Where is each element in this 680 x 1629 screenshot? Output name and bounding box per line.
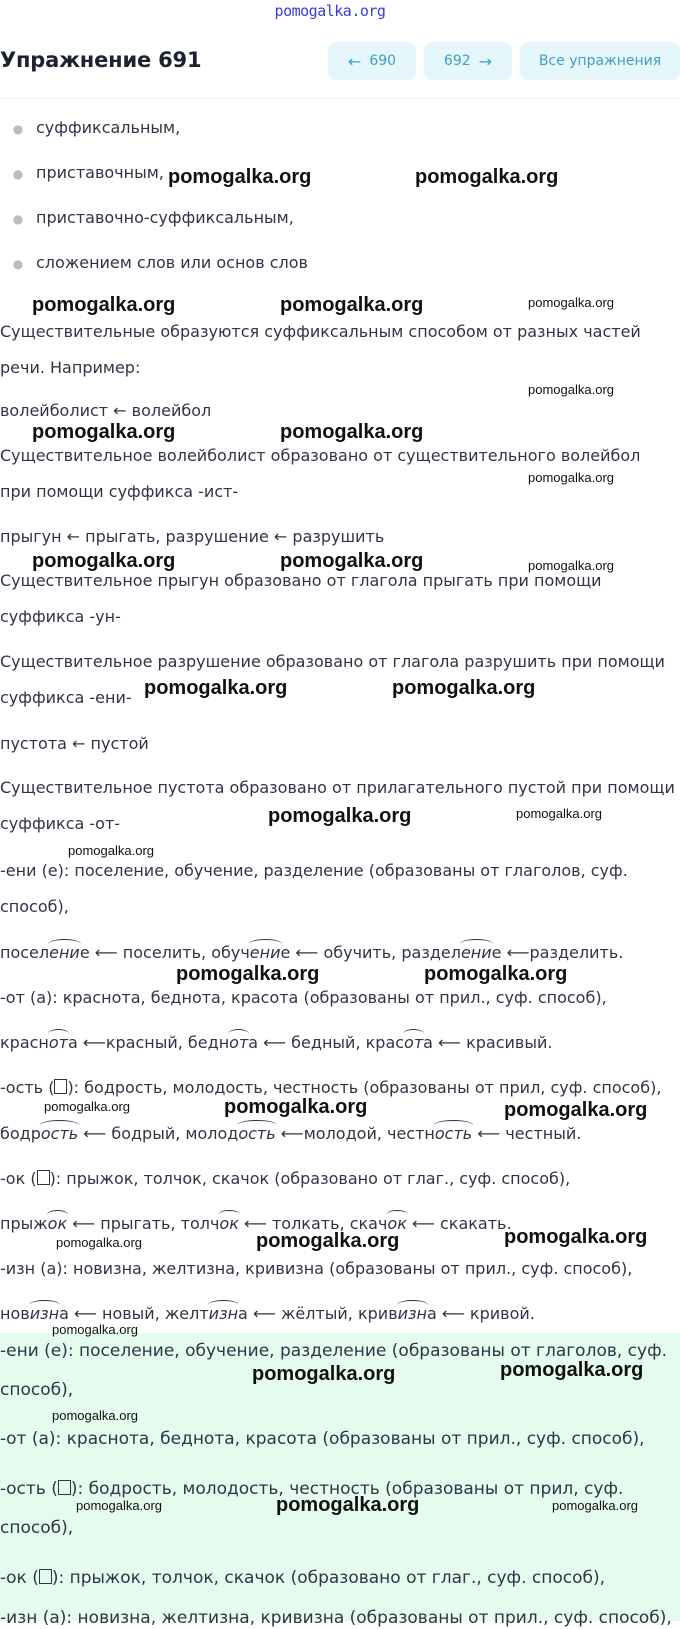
watermark: pomogalka.org — [415, 166, 559, 188]
null-ending-box-icon — [39, 1569, 52, 1584]
answer-line: -изн (а): новизна, желтизна, кривизна (образованы от прил., суф. способ), — [0, 1608, 672, 1628]
watermark: pomogalka.org — [528, 295, 614, 310]
answer-line: способ), — [0, 1518, 74, 1538]
next-exercise-button[interactable] — [424, 42, 512, 80]
suffix-marker: изн — [208, 1304, 239, 1323]
watermark: pomogalka.org — [424, 963, 568, 985]
bullet-icon: ● — [12, 122, 24, 136]
watermark: pomogalka.org — [276, 1494, 420, 1516]
text-line: Существительное прыгун образовано от глагола прыгать при помощи — [0, 571, 602, 590]
watermark: pomogalka.org — [268, 805, 412, 827]
exercise-header — [0, 38, 680, 99]
suffix-marker: ени — [49, 943, 80, 962]
watermark: pomogalka.org — [528, 382, 614, 397]
site-logo[interactable]: pomogalka.org — [274, 2, 386, 20]
watermark: pomogalka.org — [68, 843, 154, 858]
answer-line: -ени (е): поселение, обучение, разделение (образованы от глаголов, суф. — [0, 1341, 668, 1361]
watermark: pomogalka.org — [52, 1322, 138, 1337]
suffix-marker: ок — [387, 1214, 407, 1233]
watermark: pomogalka.org — [32, 421, 176, 443]
suffix-marker: от — [48, 1033, 68, 1052]
suffix-marker: изн — [29, 1304, 60, 1323]
text-line: волейболист ← волейбол — [0, 401, 212, 420]
watermark: pomogalka.org — [280, 421, 424, 443]
suffix-marker: ость — [238, 1124, 276, 1143]
watermark: pomogalka.org — [32, 294, 176, 316]
list-item: ● суффиксальным, — [0, 118, 660, 163]
suffix-marker: ок — [47, 1214, 68, 1233]
list-item: ● сложением слов или основ слов — [0, 253, 660, 298]
watermark: pomogalka.org — [44, 1099, 130, 1114]
page-title: Упражнение 691 — [0, 48, 202, 72]
next-exercise-label: 692 — [443, 53, 471, 69]
null-ending-box-icon — [58, 1480, 71, 1495]
suffix-eni-heading-cont: способ), — [0, 897, 69, 916]
watermark: pomogalka.org — [528, 558, 614, 573]
text-line: суффикса -ени- — [0, 688, 132, 707]
bullet-icon: ● — [12, 257, 24, 271]
text-line: речи. Например: — [0, 358, 141, 377]
suffix-ot-heading: -от (а): краснота, беднота, красота (образованы от прил., суф. способ), — [0, 988, 607, 1007]
text-line: при помощи суффикса -ист- — [0, 482, 239, 501]
watermark: pomogalka.org — [516, 806, 602, 821]
suffix-izn-heading: -изн (а): новизна, желтизна, кривизна (образованы от прил., суф. способ), — [0, 1259, 633, 1278]
text-line: Существительное пустота образовано от прилагательного пустой при помощи — [0, 778, 675, 797]
prev-exercise-label: 690 — [369, 53, 397, 69]
suffix-izn-examples: новизна ⟵ новый, желтизна ⟵ жёлтый, кривизна ⟵ кривой. — [0, 1304, 535, 1323]
suffix-marker: изн — [397, 1304, 427, 1323]
answer-line: -ость ( ): бодрость, молодость, честность (образованы от прил, суф. — [0, 1479, 624, 1499]
suffix-marker: ость — [40, 1124, 79, 1143]
suffix-marker: ость — [434, 1124, 473, 1143]
text-line: Существительные образуются суффиксальным способом от разных частей — [0, 322, 641, 341]
watermark: pomogalka.org — [52, 1408, 138, 1423]
prev-exercise-button[interactable] — [328, 42, 416, 80]
watermark: pomogalka.org — [76, 1498, 162, 1513]
watermark: pomogalka.org — [280, 294, 424, 316]
suffix-ok-examples: прыжок ⟵ прыгать, толчок ⟵ толкать, скачок ⟵ скакать. — [0, 1214, 512, 1233]
suffix-ost-examples: бодрость ⟵ бодрый, молодость ⟵молодой, честность ⟵ честный. — [0, 1124, 582, 1143]
text-line: прыгун ← прыгать, разрушение ← разрушить — [0, 527, 385, 546]
all-exercises-label: Все упражнения — [538, 53, 662, 69]
watermark: pomogalka.org — [144, 677, 288, 699]
watermark: pomogalka.org — [256, 1230, 400, 1252]
null-ending-box-icon — [54, 1079, 67, 1094]
watermark: pomogalka.org — [56, 1235, 142, 1250]
arrow-right-icon: → — [478, 51, 493, 71]
watermark: pomogalka.org — [392, 677, 536, 699]
watermark: pomogalka.org — [224, 1096, 368, 1118]
text-line: суффикса -ун- — [0, 607, 121, 626]
all-exercises-button[interactable] — [520, 42, 680, 80]
watermark: pomogalka.org — [252, 1363, 396, 1385]
text-line: суффикса -от- — [0, 814, 121, 833]
suffix-ok-heading: -ок ( ): прыжок, толчок, скачок (образовано от глаг., суф. способ), — [0, 1169, 571, 1188]
answer-line: способ), — [0, 1380, 74, 1400]
suffix-marker: от — [404, 1033, 424, 1052]
watermark: pomogalka.org — [280, 550, 424, 572]
bullet-icon: ● — [12, 167, 24, 181]
suffix-marker: ок — [219, 1214, 239, 1233]
watermark: pomogalka.org — [504, 1226, 648, 1248]
watermark: pomogalka.org — [528, 470, 614, 485]
text-line: Существительное волейболист образовано от существительного волейбол — [0, 446, 641, 465]
watermark: pomogalka.org — [552, 1498, 638, 1513]
suffix-eni-examples: поселение ⟵ поселить, обучение ⟵ обучить, разделение ⟵разделить. — [0, 943, 624, 962]
suffix-marker: ени — [460, 943, 492, 962]
watermark: pomogalka.org — [504, 1099, 648, 1121]
watermark: pomogalka.org — [32, 550, 176, 572]
list-item: ● приставочно-суффиксальным, — [0, 208, 660, 253]
answer-line: -от (а): краснота, беднота, красота (образованы от прил., суф. способ), — [0, 1429, 645, 1449]
answer-line: -ок ( ): прыжок, толчок, скачок (образовано от глаг., суф. способ), — [0, 1568, 606, 1588]
watermark: pomogalka.org — [500, 1359, 644, 1381]
formation-methods-list — [0, 118, 660, 298]
list-item: ● приставочным, — [0, 163, 660, 208]
text-line: Существительное разрушение образовано от глагола разрушить при помощи — [0, 652, 665, 671]
suffix-marker: от — [229, 1033, 249, 1052]
suffix-ost-heading: -ость ( ): бодрость, молодость, честность (образованы от прил, суф. способ), — [0, 1078, 662, 1097]
null-ending-box-icon — [37, 1170, 50, 1185]
text-line: пустота ← пустой — [0, 734, 149, 753]
arrow-left-icon: ← — [347, 51, 362, 71]
suffix-eni-heading: -ени (е): поселение, обучение, разделение (образованы от глаголов, суф. — [0, 861, 628, 880]
suffix-marker: ени — [249, 943, 281, 962]
watermark: pomogalka.org — [176, 963, 320, 985]
suffix-ot-examples: краснота ⟵красный, беднота ⟵ бедный, красота ⟵ красивый. — [0, 1033, 553, 1052]
watermark: pomogalka.org — [168, 166, 312, 188]
bullet-icon: ● — [12, 212, 24, 226]
